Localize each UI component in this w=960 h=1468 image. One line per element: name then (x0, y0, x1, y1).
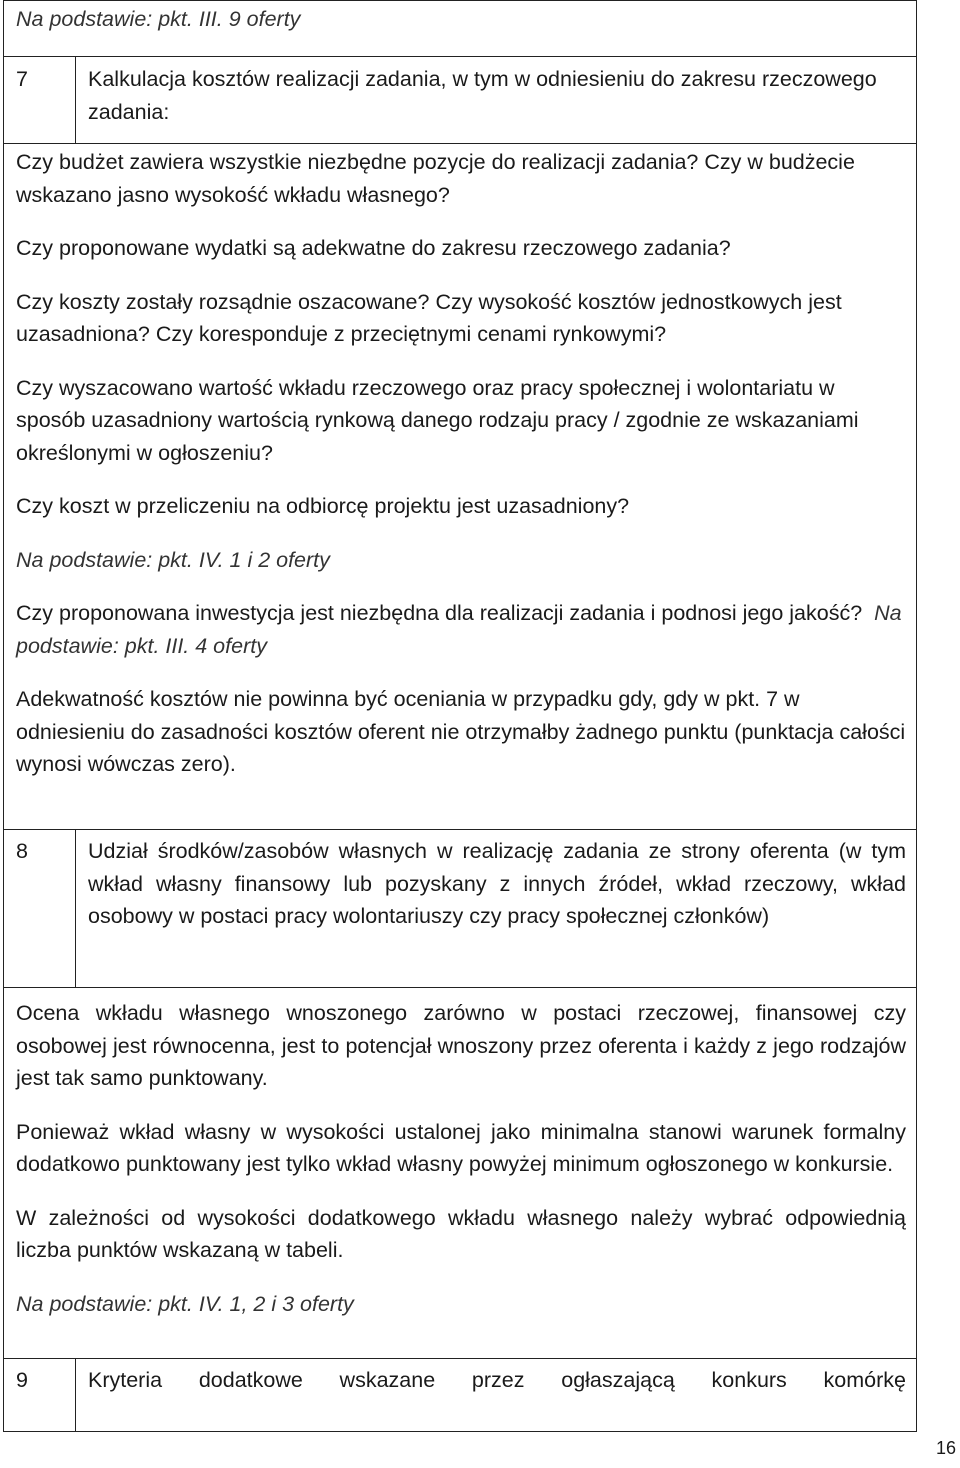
investment-question-block (16, 597, 906, 662)
paragraph: W zależności od wysokości dodatkowego wkładu własnego należy wybrać odpowiednią liczba punktów wskazaną w tabeli. (16, 1205, 906, 1262)
item-7-row (4, 57, 916, 144)
question: Czy proponowane wydatki są adekwatne do zakresu rzeczowego zadania? (16, 236, 731, 260)
item-8-details (4, 988, 916, 1359)
source-reference: Na podstawie: pkt. III. 4 oferty (16, 601, 902, 658)
item-9-row (4, 1359, 916, 1431)
item-7-details (4, 144, 916, 830)
item-title: Udział środków/zasobów własnych w realizację zadania ze strony oferenta (w tym wkład własny finansowy lub pozyskany z innych źródeł, wkład rzeczowy, wkład osobowy w postaci pracy wolontariuszy czy pracy społecznej członków) (88, 839, 906, 928)
criteria-table (3, 0, 917, 1432)
source-reference: Na podstawie: pkt. III. 9 oferty (16, 7, 301, 31)
page-number: 16 (935, 1438, 956, 1458)
item-number: 7 (4, 57, 76, 143)
question: Czy koszt w przeliczeniu na odbiorcę projektu jest uzasadniony? (16, 494, 630, 518)
question: Czy proponowana inwestycja jest niezbędna dla realizacji zadania i podnosi jego jakość? (16, 601, 863, 625)
item-number: 8 (4, 830, 76, 987)
item-number: 9 (4, 1359, 76, 1431)
paragraph: Ponieważ wkład własny w wysokości ustalonej jako minimalna stanowi warunek formalny dodatkowo punktowany jest tylko wkład własny powyżej minimum ogłoszonego w konkursie. (16, 1119, 906, 1176)
header-ref-row (4, 1, 916, 57)
question: Czy budżet zawiera wszystkie niezbędne pozycje do realizacji zadania? Czy w budżecie wskazano jasno wysokość wkładu własnego? (16, 150, 855, 207)
paragraph: Ocena wkładu własnego wnoszonego zarówno w postaci rzeczowej, finansowej czy osobowej jest równocenna, jest to potencjał wnoszony przez oferenta i każdy z jego rodzajów jest tak samo punktowany. (16, 1001, 906, 1090)
question: Czy koszty zostały rozsądnie oszacowane? Czy wysokość kosztów jednostkowych jest uzasadniona? Czy koresponduje z przeciętnymi cenami rynkowymi? (16, 289, 842, 346)
item-title: Kryteria dodatkowe wskazane przez ogłaszającą konkurs komórkę (88, 1368, 906, 1392)
source-reference: Na podstawie: pkt. IV. 1, 2 i 3 oferty (16, 1291, 354, 1316)
source-reference: Na podstawie: pkt. IV. 1 i 2 oferty (16, 547, 330, 572)
item-title: Kalkulacja kosztów realizacji zadania, w tym w odniesieniu do zakresu rzeczowego zadania: (88, 67, 877, 124)
adequacy-note: Adekwatność kosztów nie powinna być oceniania w przypadku gdy, gdy w pkt. 7 w odniesieniu do zasadności kosztów oferent nie otrzymałby żadnego punktu (punktacja całości wynosi wówczas zero). (16, 687, 906, 776)
item-8-row (4, 830, 916, 988)
question: Czy wyszacowano wartość wkładu rzeczowego oraz pracy społecznej i wolontariatu w sposób uzasadniony wartością rynkową danego rodzaju pracy / zgodnie ze wskazaniami określonymi w ogłoszeniu? (16, 375, 859, 465)
